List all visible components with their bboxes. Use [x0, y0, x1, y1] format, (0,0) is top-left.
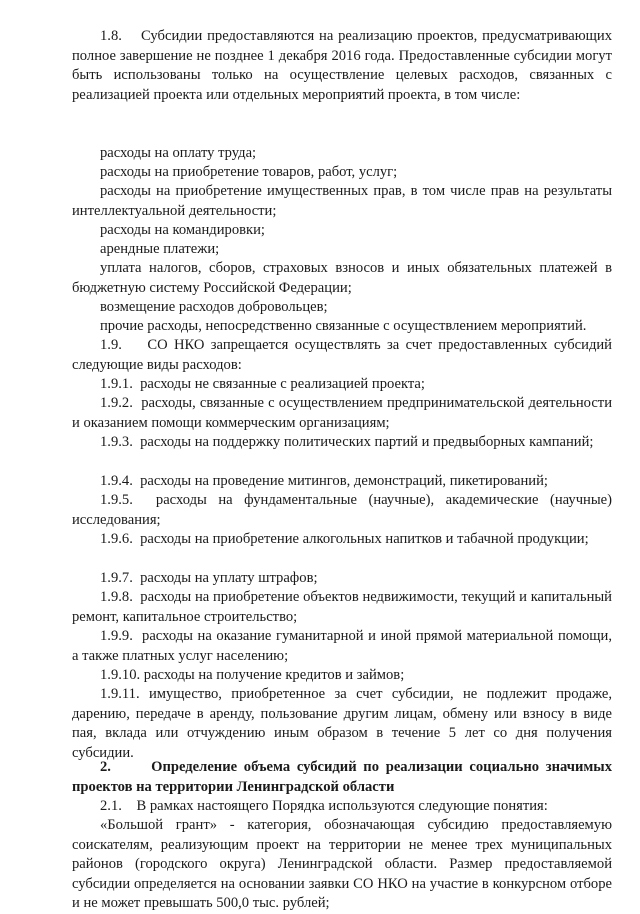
paragraph-1-9-2: 1.9.2. расходы, связанные с осуществлением предпринимательской деятельности и оказанием помощи коммерческим организациям; [72, 395, 612, 431]
paragraph-1-9-5: 1.9.5. расходы на фундаментальные (научные), академические (научные) исследования; [72, 492, 612, 528]
list-item-rent: арендные платежи; [100, 241, 220, 257]
paragraph-1-9: 1.9. СО НКО запрещается осуществлять за счет предоставленных субсидий следующие виды расходов: [72, 337, 612, 373]
list-item-travel: расходы на командировки; [100, 222, 265, 238]
section-2-heading: 2. Определение объема субсидий по реализации социально значимых проектов на территории Ленинградской области [72, 759, 612, 795]
paragraph-1-9-1: 1.9.1. расходы не связанные с реализацией проекта; [100, 376, 425, 392]
list-item-property-rights: расходы на приобретение имущественных прав, в том числе прав на результаты интеллектуальной деятельности; [72, 183, 612, 219]
paragraph-1-9-11: 1.9.11. имущество, приобретенное за счет субсидии, не подлежит продаже, дарению, передаче в аренду, пользование другим лицам, обмену или взносу в виде пая, вклада или отчуждению иным образом в течение 5 лет со дня получения субсидии. [72, 686, 612, 761]
paragraph-1-9-9: 1.9.9. расходы на оказание гуманитарной и иной прямой материальной помощи, а также платных услуг населению; [72, 628, 612, 664]
list-item-volunteers: возмещение расходов добровольцев; [100, 299, 328, 315]
paragraph-1-8: 1.8. Субсидии предоставляются на реализацию проектов, предусматривающих полное завершение не позднее 1 декабря 2016 года. Предоставленные субсидии могут быть использованы только на осуществление целевых расходов, связанных с реализацией проекта или отдельных мероприятий проекта, в том числе: [72, 28, 612, 103]
list-item-taxes: уплата налогов, сборов, страховых взносов и иных обязательных платежей в бюджетную систему Российской Федерации; [72, 260, 612, 296]
paragraph-big-grant: «Большой грант» - категория, обозначающая субсидию предоставляемую соискателям, реализующим проект на территории не менее трех муниципальных районов (городского округа) Ленинградской области. Размер предоставляемой субсидии определяется на основании заявки СО НКО на участие в конкурсном отборе и не может превышать 500,0 тыс. рублей; [72, 817, 612, 911]
list-item-goods: расходы на приобретение товаров, работ, услуг; [100, 164, 398, 180]
paragraph-1-9-8: 1.9.8. расходы на приобретение объектов недвижимости, текущий и капитальный ремонт, капитальное строительство; [72, 589, 612, 625]
paragraph-1-9-3: 1.9.3. расходы на поддержку политических партий и предвыборных кампаний; [100, 434, 594, 450]
paragraph-1-9-10: 1.9.10. расходы на получение кредитов и займов; [100, 667, 405, 683]
list-item-labor: расходы на оплату труда; [100, 145, 257, 161]
paragraph-2-1: 2.1. В рамках настоящего Порядка используются следующие понятия: [100, 798, 548, 814]
list-item-other: прочие расходы, непосредственно связанные с осуществлением мероприятий. [100, 318, 587, 334]
paragraph-1-9-4: 1.9.4. расходы на проведение митингов, демонстраций, пикетирований; [100, 473, 548, 489]
paragraph-1-9-7: 1.9.7. расходы на уплату штрафов; [100, 570, 318, 586]
paragraph-1-9-6: 1.9.6. расходы на приобретение алкогольных напитков и табачной продукции; [100, 531, 589, 547]
